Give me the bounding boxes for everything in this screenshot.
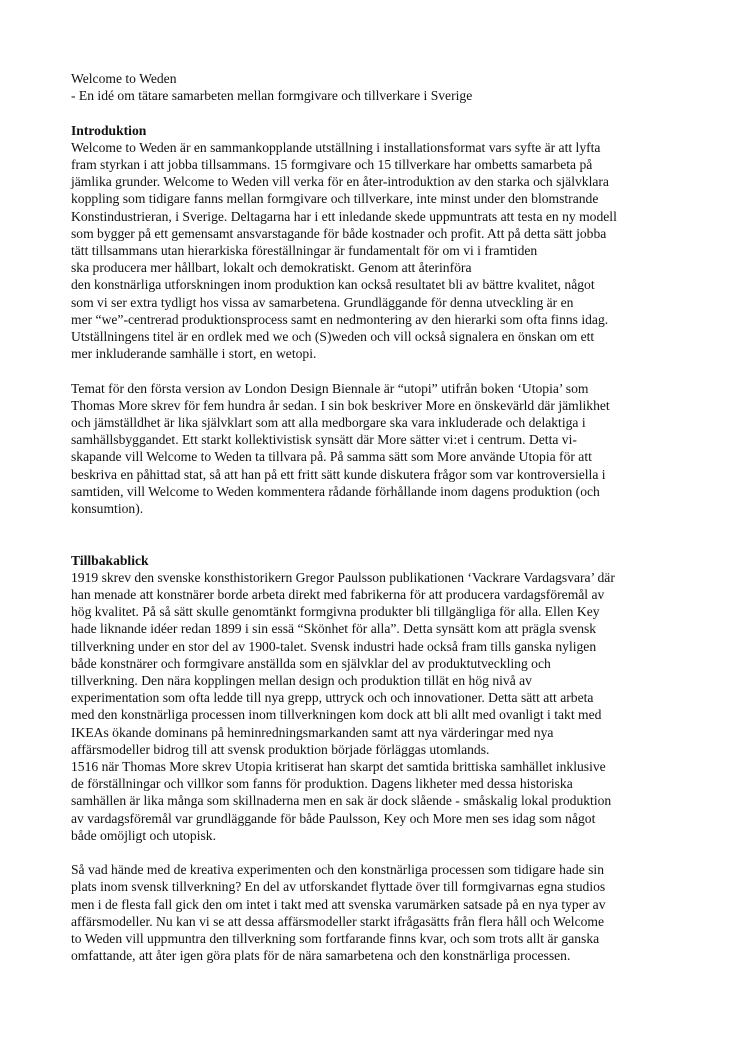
text-line: mer “we”-centrerad produktionsprocess samt en nedmontering av den hierarki som ofta finns idag. xyxy=(71,311,609,327)
text-line: koppling som tidigare fanns mellan formgivare och tillverkare, inte minst under den blomstrande xyxy=(71,191,599,207)
text-line: skapande vill Welcome to Weden ta tillvara på. På samma sätt som More använde Utopia för att xyxy=(71,449,592,465)
text-line: både konstnärer och formgivare anställda som en självklar del av produktutveckling och xyxy=(71,655,551,671)
paragraph xyxy=(71,380,691,518)
text-line: med den konstnärliga processen inom tillverkningen kom dock att bli allt med ovanligt i takt med xyxy=(71,707,602,723)
text-line: och jämställdhet är lika självklart som att alla medborgare ska vara inkluderade och delaktiga i xyxy=(71,415,586,431)
document-page xyxy=(71,70,691,965)
text-line: beskriva en påhittad stat, så att han på ett fritt sätt kunde diskutera frågor som var kontroversiella i xyxy=(71,466,606,482)
text-line: tätt tillsammans utan hierarkiska föreställningar är fundamentalt för om vi i framtiden xyxy=(71,243,538,259)
text-line: tillverkning under en stor del av 1900-talet. Svensk industri hade också fram tills ganska nyligen xyxy=(71,638,597,654)
text-line: to Weden vill uppmuntra den tillverkning som fortfarande finns kvar, och som trots allt är ganska xyxy=(71,931,600,947)
text-line: men i de flesta fall gick den om intet i takt med att svenska varumärken satsade på en nya typer av xyxy=(71,896,606,912)
spacer xyxy=(71,517,691,551)
text-line: experimentation som ofta ledde till nya grepp, uttryck och och innovationer. Detta sätt att arbeta xyxy=(71,690,594,706)
text-line: Temat för den första version av London Design Biennale är “utopi” utifrån boken ‘Utopia’ som xyxy=(71,380,589,396)
text-line: den konstnärliga utforskningen inom produktion kan också resultatet bli av bättre kvalitet, något xyxy=(71,277,595,293)
text-line: Welcome to Weden är en sammankopplande utställning i installationsformat vars syfte är att lyfta xyxy=(71,139,601,155)
text-line: han menade att konstnärer borde arbeta direkt med fabrikerna för att producera vardagsföremål av xyxy=(71,587,605,603)
section-heading: Introduktion xyxy=(71,122,147,138)
spacer xyxy=(71,104,691,121)
text-line: mer inkluderande samhälle i stort, en wetopi. xyxy=(71,346,317,362)
text-line: av vardagsföremål var grundläggande för både Paulsson, Key och More men ses idag som något xyxy=(71,810,596,826)
text-line: hade liknande idéer redan 1899 i sin essä “Skönhet för alla”. Detta synsätt kom att prägla svensk xyxy=(71,621,597,637)
text-line: Konstindustrieran, i Sverige. Deltagarna har i ett inledande skede uppmuntrats att testa en ny modell xyxy=(71,208,617,224)
paragraph xyxy=(71,139,691,363)
text-line: både omöjligt och utopisk. xyxy=(71,827,216,843)
text-line: fram styrkan i att jobba tillsammans. 15 formgivare och 15 tillverkare har ombetts samarbeta på xyxy=(71,157,593,172)
paragraph xyxy=(71,569,691,844)
text-line: Så vad hände med de kreativa experimenten och den konstnärliga processen som tidigare hade sin xyxy=(71,862,604,878)
text-line: hög kvalitet. På så sätt skulle genomtänkt formgivna produkter bli tillgängliga för alla. Ellen Key xyxy=(71,604,600,620)
text-line: samhällsbyggandet. Ett starkt kollektivistisk synsätt där More sätter vi:et i centrum. Detta vi- xyxy=(71,432,577,448)
text-line: affärsmodeller. Nu kan vi se att dessa affärsmodeller starkt ifrågasätts från flera håll och Welcome xyxy=(71,913,605,929)
text-line: omfattande, att åter igen göra plats för de nära samarbetena och den konstnärliga processen. xyxy=(71,948,571,964)
text-line: tillverkning. Den nära kopplingen mellan design och produktion tillät en hög nivå av xyxy=(71,673,532,689)
text-line: 1919 skrev den svenske konsthistorikern Gregor Paulsson publikationen ‘Vackrare Vardagsvara’ där xyxy=(71,569,615,585)
document-subtitle: - En idé om tätare samarbeten mellan formgivare och tillverkare i Sverige xyxy=(71,88,473,104)
text-line: samhällen är lika många som skillnaderna men en sak är dock slående - småskalig lokal produktion xyxy=(71,793,612,809)
text-line: IKEAs ökande dominans på heminredningsmarkanden samt att nya värderingar med nya xyxy=(71,724,554,740)
text-line: affärsmodeller bidrog till att svensk produktion började förläggas utomlands. xyxy=(71,741,490,757)
text-line: som bygger på ett gemensamt ansvarstagande för både kostnader och profit. Att på detta sätt jobba xyxy=(71,225,607,241)
text-line: samtiden, vill Welcome to Weden kommentera rådande förhållande inom dagens produktion (och xyxy=(71,483,600,499)
text-line: som vi ser extra tydligt hos vissa av samarbetena. Grundläggande för denna utveckling är en xyxy=(71,294,574,310)
text-line: Thomas More skrev för fem hundra år sedan. I sin bok beskriver More en önskevärld där jämlikhet xyxy=(71,397,610,413)
text-line: ska producera mer hållbart, lokalt och demokratiskt. Genom att återinföra xyxy=(71,260,472,276)
text-line: konsumtion). xyxy=(71,501,144,517)
text-line: jämlika grunder. Welcome to Weden vill verka för en åter-introduktion av den starka och självklara xyxy=(71,174,609,190)
text-line: plats inom svensk tillverkning? En del av utforskandet flyttade över till formgivarnas egna studios xyxy=(71,879,606,895)
text-line: Utställningens titel är en ordlek med we och (S)weden och vill också signalera en önskan om ett xyxy=(71,329,595,345)
spacer xyxy=(71,844,691,861)
spacer xyxy=(71,362,691,379)
text-line: 1516 när Thomas More skrev Utopia kritiserat han skarpt det samtida brittiska samhället inklusive xyxy=(71,759,606,775)
section-introduktion xyxy=(71,122,691,518)
document-title: Welcome to Weden xyxy=(71,71,177,86)
text-line: de förställningar och villkor som fanns för produktion. Dagens likheter med dessa historiska xyxy=(71,776,573,792)
paragraph xyxy=(71,861,691,964)
section-tillbakablick xyxy=(71,552,691,965)
section-heading: Tillbakablick xyxy=(71,552,149,568)
